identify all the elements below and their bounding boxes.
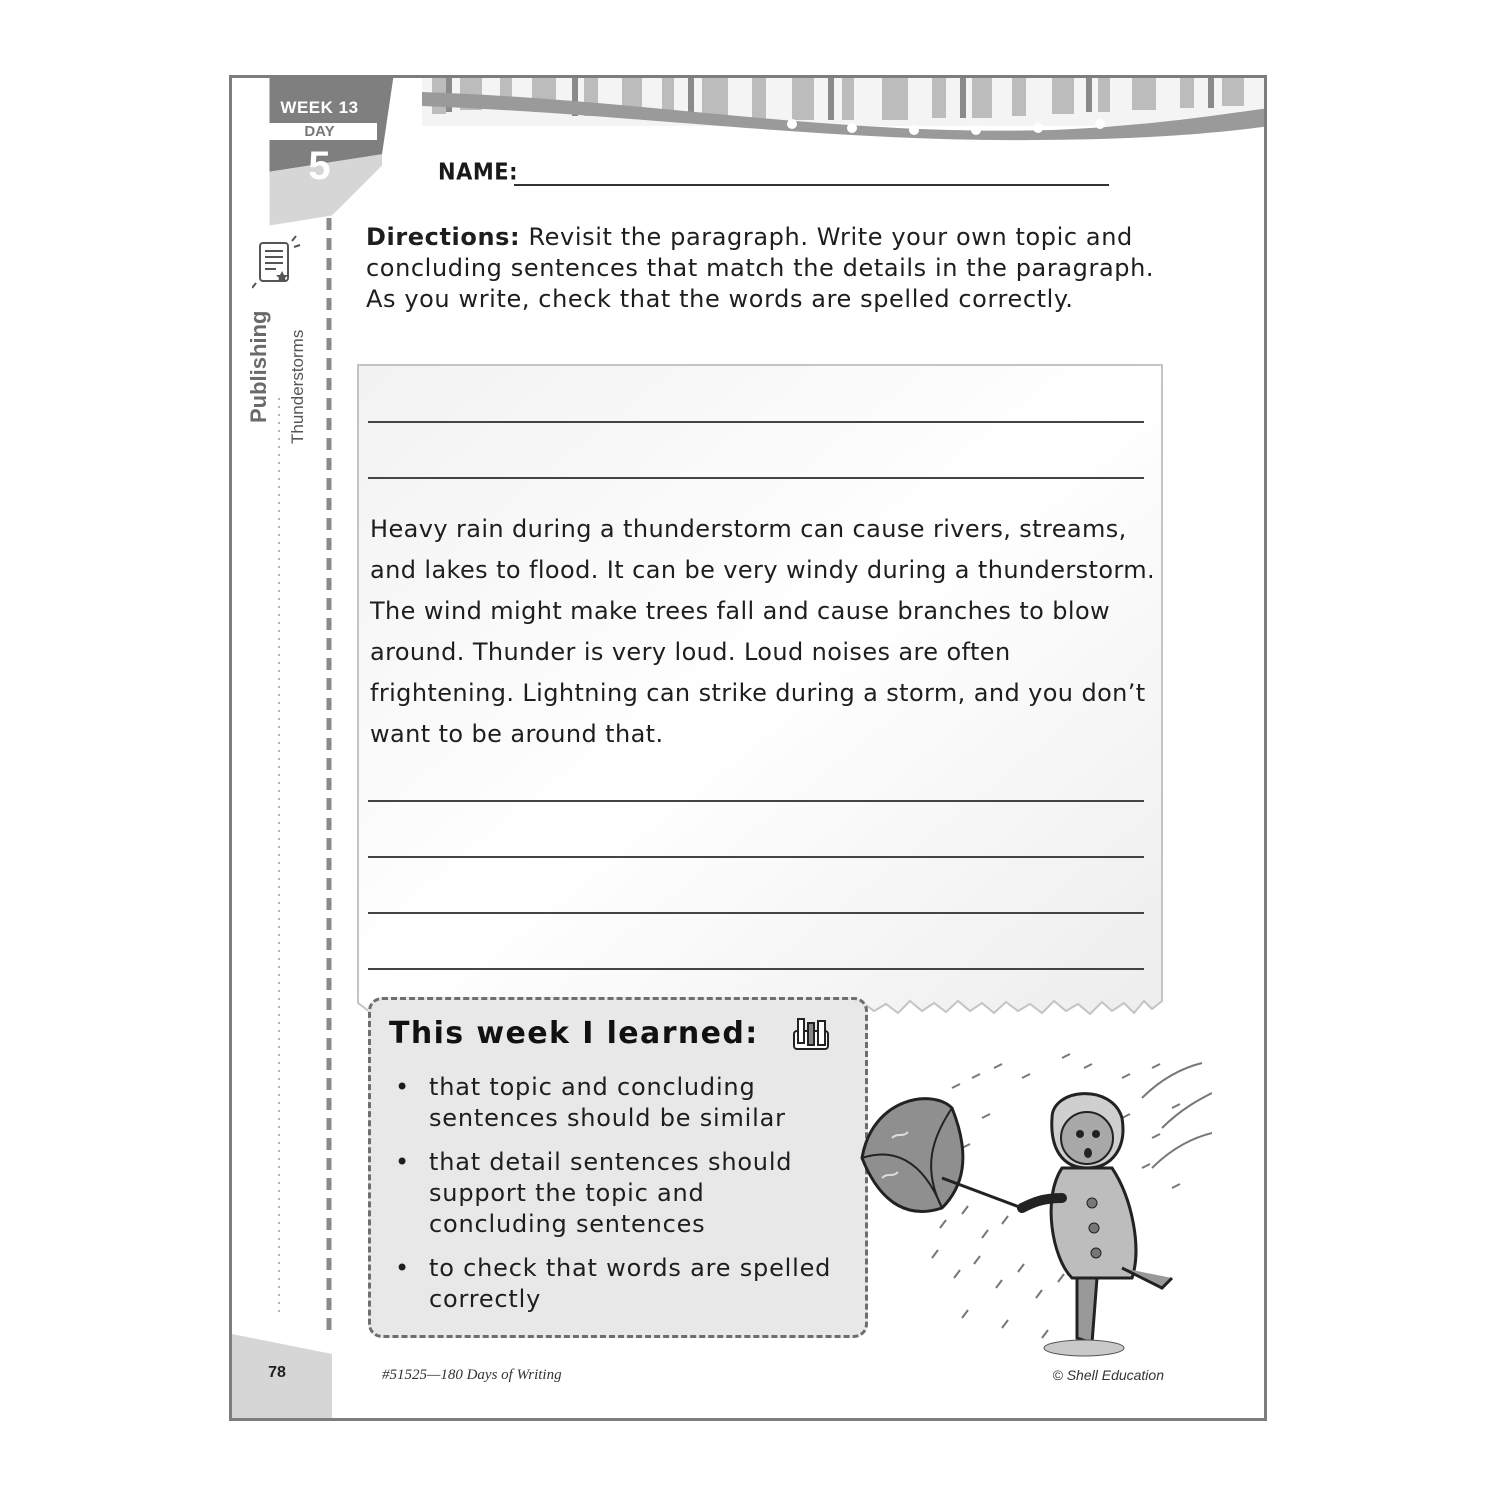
learned-item: • that detail sentences should support the topic and concluding sentences <box>395 1148 793 1238</box>
child-umbrella-illustration <box>822 1038 1212 1368</box>
page-number: 78 <box>268 1364 286 1381</box>
learned-item: • that topic and concluding sentences should be similar <box>395 1073 786 1132</box>
bullet-icon: • <box>395 1073 410 1101</box>
name-field[interactable] <box>514 184 1109 186</box>
directions-text: Revisit the paragraph. Write your own topic and concluding sentences that match the details in the paragraph. As you write, check that the words are spelled correctly. <box>366 223 1155 313</box>
learned-item: • to check that words are spelled correctly <box>395 1254 832 1313</box>
bullet-icon: • <box>395 1254 410 1282</box>
writing-line[interactable] <box>368 856 1144 858</box>
topic-label: Thunderstorms <box>288 329 307 444</box>
bullet-icon: • <box>395 1148 410 1176</box>
directions <box>366 222 1166 315</box>
thunderstorm-paragraph: Heavy rain during a thunderstorm can cause rivers, streams, and lakes to flood. It can be very windy during a thunderstorm. The wind might make trees fall and cause branches to blow around. Thunder is very loud. Loud noises are often frightening. Lightning can strike during a storm, and you don’t want to be around that. <box>370 515 1156 748</box>
writing-line[interactable] <box>368 421 1144 423</box>
learned-list <box>391 1072 851 1328</box>
day-number: 5 <box>308 144 331 188</box>
directions-label: Directions: <box>366 223 521 251</box>
publishing-document-icon <box>252 233 308 291</box>
publisher-copyright: © Shell Education <box>1052 1367 1164 1383</box>
writing-line[interactable] <box>368 968 1144 970</box>
week-label: WEEK 13 <box>280 98 359 117</box>
section-label: Publishing <box>246 310 271 423</box>
writing-line[interactable] <box>368 477 1144 479</box>
learned-box <box>368 997 868 1338</box>
worksheet-page <box>229 75 1267 1421</box>
learned-title: This week I learned: <box>389 1016 759 1051</box>
writing-line[interactable] <box>368 912 1144 914</box>
writing-line[interactable] <box>368 800 1144 802</box>
day-label: DAY <box>262 123 377 140</box>
book-title: #51525—180 Days of Writing <box>382 1367 562 1383</box>
name-label: NAME: <box>438 158 518 186</box>
